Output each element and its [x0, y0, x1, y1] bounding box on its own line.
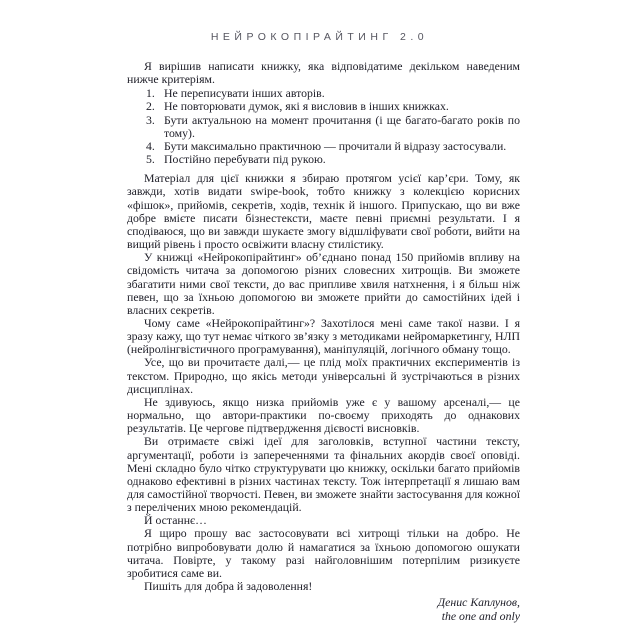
list-item-text: Не переписувати інших авторів.	[164, 86, 325, 101]
list-item-number: 4.	[146, 138, 155, 153]
list-item-number: 1.	[146, 86, 155, 101]
body-paragraph: Усе, що ви прочитаєте далі,— це плід моїх практичних експериментів із текстом. Природно, що якісь методи універсальні й зустрічаються в різних дисциплінах.	[127, 355, 520, 396]
body-paragraph: Не здивуюсь, якщо низка прийомів уже є у вашому арсеналі,— це нормально, що автори-практики по-своєму приходять до однакових результатів. Це чергове підтвердження дієвості висновків.	[127, 394, 520, 436]
author-tagline: the one and only	[441, 608, 520, 623]
farewell-line: Пишіть для добра й задоволення!	[144, 579, 313, 594]
running-head-title: НЕЙРОКОПІРАЙТИНГ 2.0	[210, 31, 429, 43]
body-paragraph: Ви отримаєте свіжі ідеї для заголовків, вступної частини тексту, аргументації, роботи із запереченнями та фінальних акордів своєї оповіді. Мені складно було чітко структурувати цю книжку, оскільки багато прийомів однаково ефективні в різних частинах тексту. Тож інтерпретації я лишаю вам для самостійної творчості. Певен, ви зможете знайти застосування для кожної з перелічених мною рекомендацій.	[127, 434, 521, 515]
list-item	[127, 114, 520, 140]
intro-paragraph: Я вирішив написати книжку, яка відповідатиме декільком наведеним нижче критеріям.	[127, 59, 520, 87]
list-item-text: Постійно перебувати під рукою.	[164, 152, 326, 167]
text-block	[127, 60, 520, 623]
list-item-number: 5.	[146, 152, 155, 167]
body-paragraph: Я щиро прошу вас застосовувати всі хитрощі тільки на добро. Не потрібно випробовувати долю й намагатися за їхньою допомогою ошукати читача. Повірте, у такому разі найголовнішим потерпілим ризикуєте зробитися саме ви.	[127, 526, 520, 580]
list-item-text: Бути максимально практичною — прочитали й відразу застосували.	[164, 138, 507, 153]
body-paragraph: Матеріал для цієї книжки я збираю протягом усієї кар’єри. Тому, як завжди, хотів видати swipe-book, тобто книжку з колекцією корисних «фішок», прийомів, секретів, ходів, технік й іншого. Припускаю, що ви вже добре вмієте писати бізнестексти, маєте певні приємні результати. І я сподіваюся, що ви завжди шукаєте змогу відшліфувати свої роботи, вийти на вищий рівень і просто освіжити власну стилістику.	[127, 171, 520, 252]
body-paragraph: У книжці «Нейрокопірайтинг» об’єднано понад 150 прийомів впливу на свідомість читача за допомогою різних словесних хитрощів. Ви зможете збагатити ними свої тексти, до вас припливе хвиля натхнення, і я більш ніж певен, що за їхньою допомогою ви зможете прийти до самостійних ідей і власних секретів.	[127, 250, 520, 317]
criteria-list	[127, 87, 520, 166]
list-item	[127, 100, 520, 113]
closing-lead-in: Й останнє…	[144, 513, 207, 528]
author-name: Денис Каплунов,	[437, 595, 520, 610]
body-paragraph: Чому саме «Нейрокопірайтинг»? Захотілося мені саме такої назви. І я зразу кажу, що тут немає чіткого зв’язку з методиками нейромаркетингу, НЛП (нейролінгвістичного програмування), маніпуляцій, логічного обману тощо.	[127, 315, 520, 357]
list-item-number: 2.	[146, 99, 155, 114]
author-signature	[127, 596, 520, 623]
list-item-number: 3.	[146, 112, 155, 127]
list-item-text: Бути актуальною на момент прочитання (і ще багато-багато років по тому).	[164, 112, 520, 140]
list-item-text: Не повторювати думок, які я висловив в інших книжках.	[164, 99, 449, 114]
list-item	[127, 153, 520, 166]
